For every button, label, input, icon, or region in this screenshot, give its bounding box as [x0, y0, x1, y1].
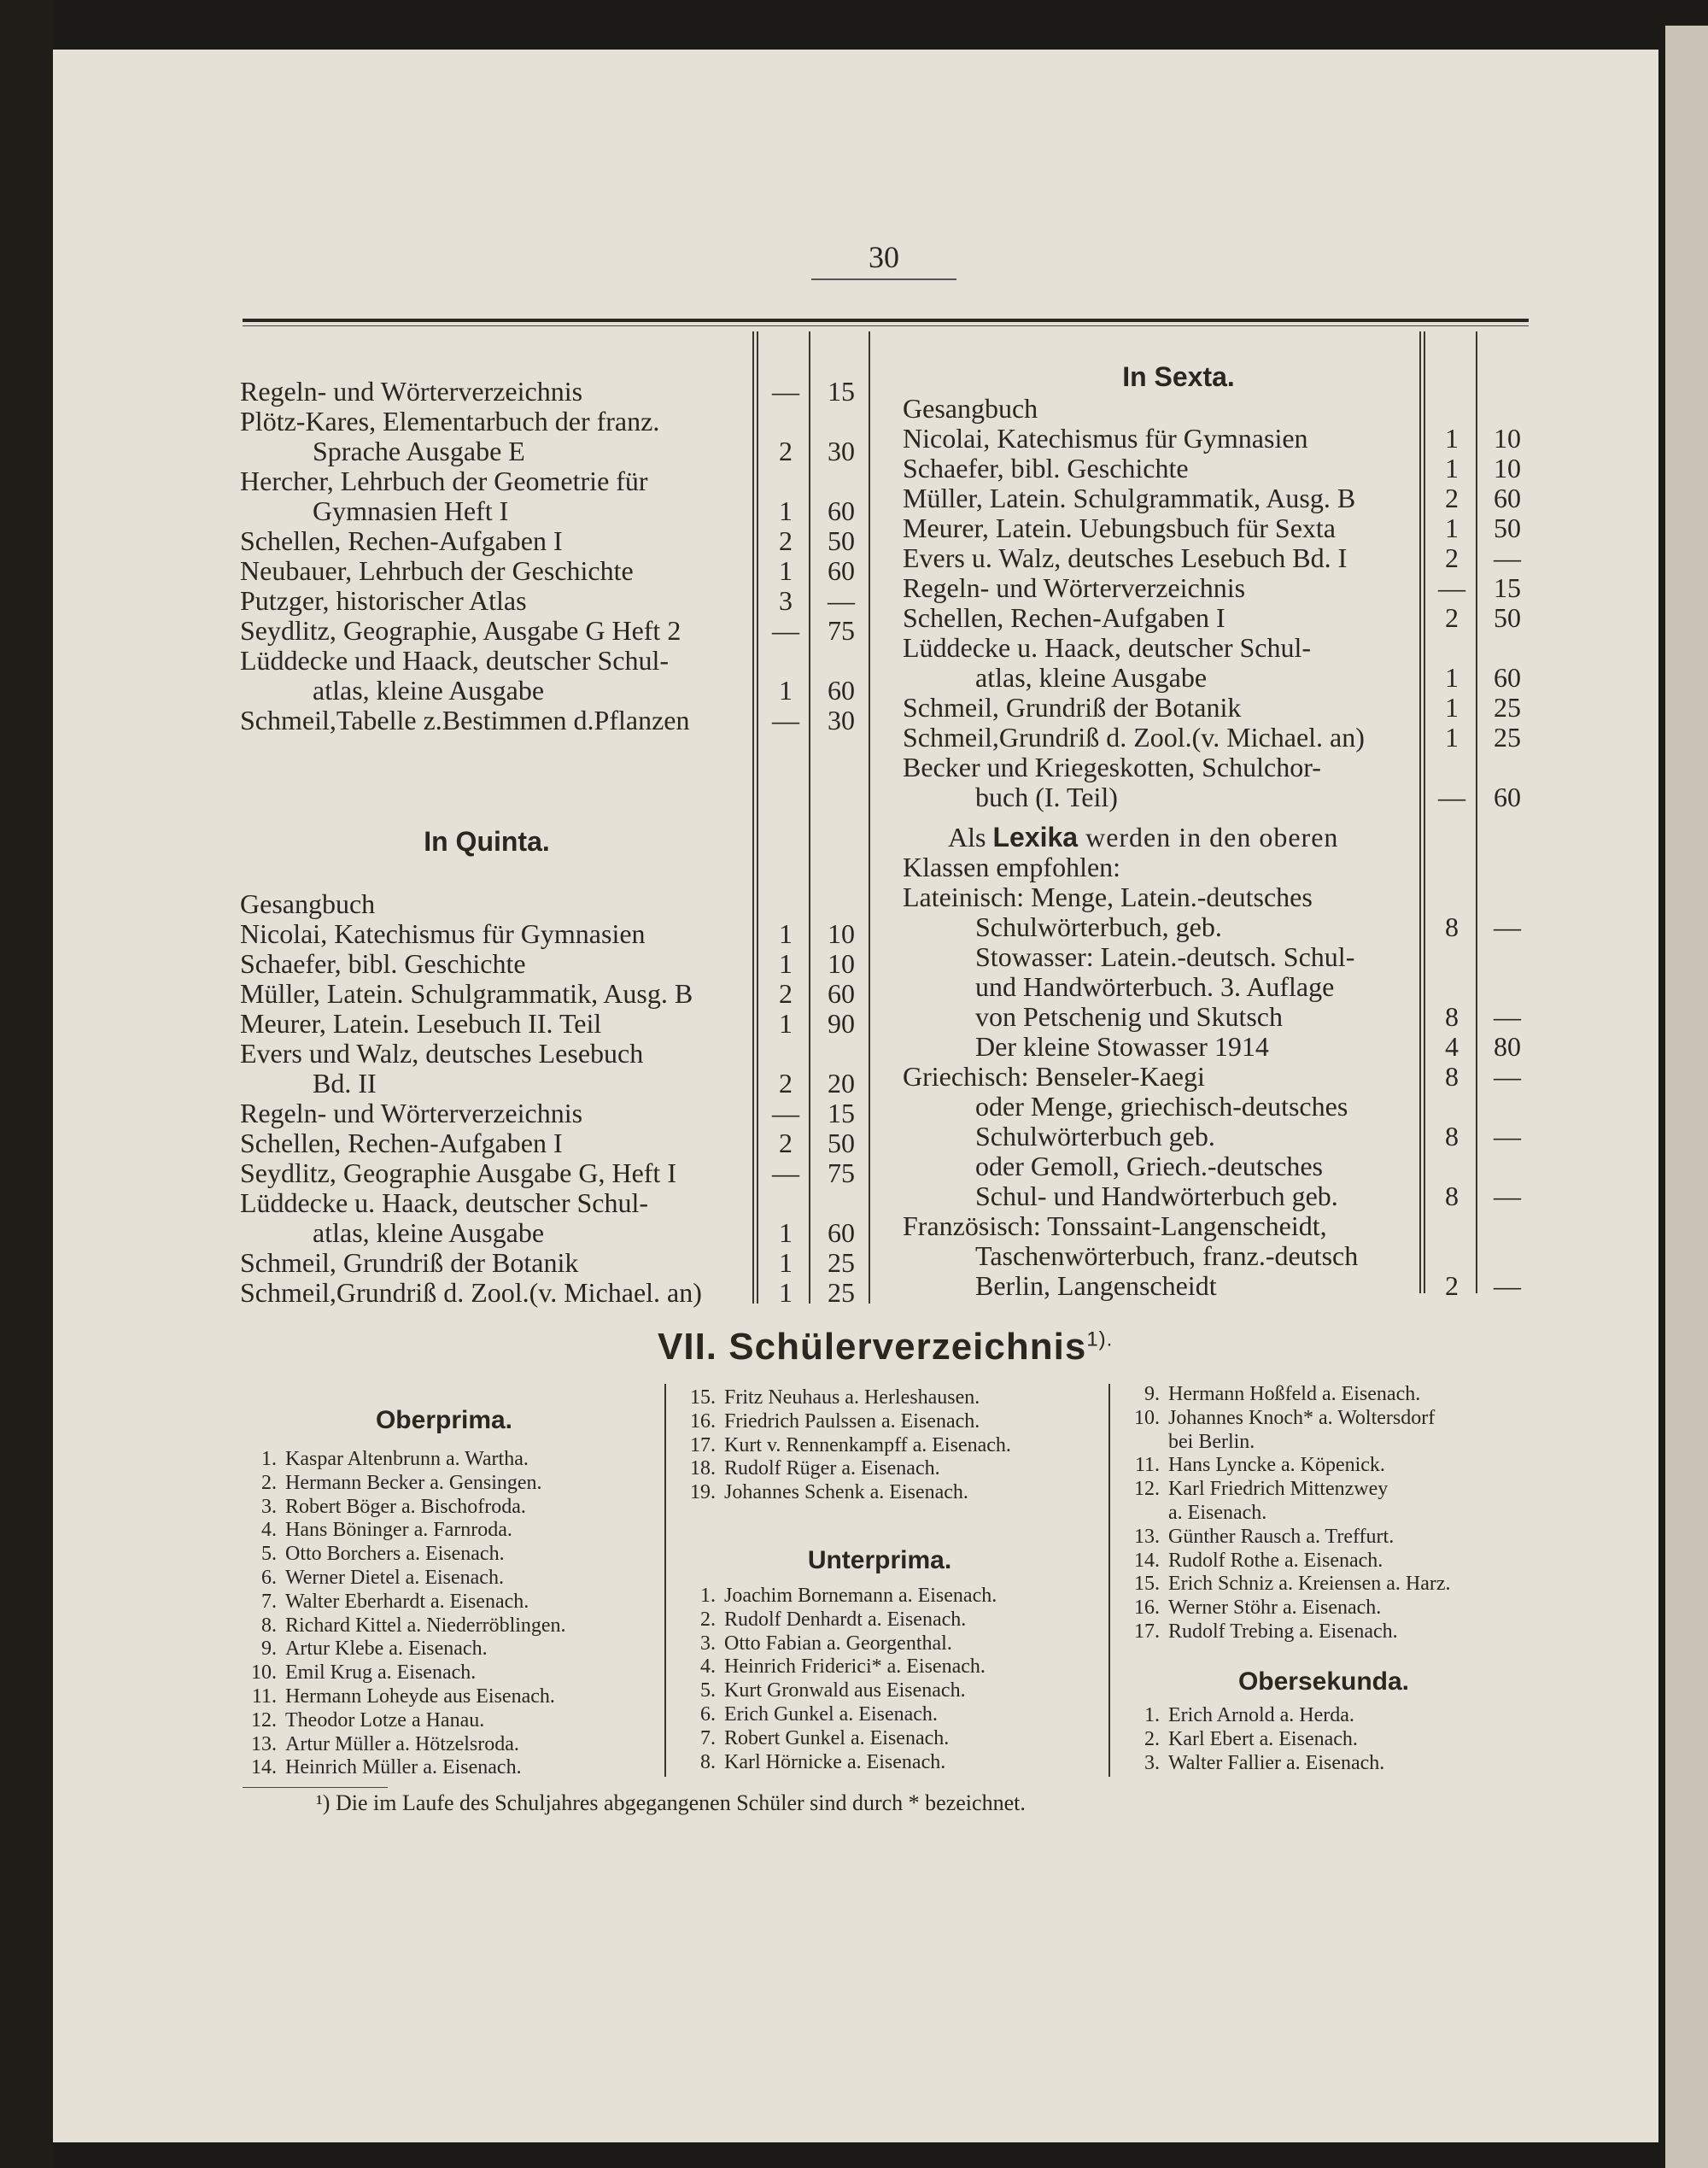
price-mark: 2 [1445, 1270, 1459, 1301]
section-footnote-mark: 1). [1086, 1327, 1114, 1351]
student-entry [675, 1702, 938, 1726]
price-mark: 1 [1445, 722, 1459, 753]
student-name: Erich Schniz a. Kreiensen a. Harz. [1168, 1573, 1451, 1596]
price-pfennig: 90 [828, 1008, 855, 1039]
student-name: Kaspar Altenbrunn a. Wartha. [285, 1448, 529, 1470]
student-entry [675, 1409, 980, 1433]
student-name: bei Berlin. [1168, 1430, 1255, 1453]
price-pfennig: 60 [1494, 662, 1521, 693]
price-mark: 8 [1445, 1001, 1459, 1032]
price-pfennig: 60 [828, 675, 855, 706]
student-name: Kurt v. Rennenkampff a. Eisenach. [724, 1433, 1011, 1456]
student-name: Günther Rausch a. Treffurt. [1168, 1525, 1395, 1548]
student-number: 7. [700, 1726, 716, 1749]
student-entry [675, 1608, 966, 1632]
student-name: Karl Ebert a. Eisenach. [1168, 1727, 1358, 1750]
price-mark: — [772, 376, 799, 407]
footnote-rule [243, 1787, 388, 1788]
price-pfennig: 60 [1494, 782, 1521, 812]
student-number: 1. [1144, 1704, 1160, 1726]
student-name: Robert Gunkel a. Eisenach. [724, 1726, 950, 1749]
price-pfennig: 60 [828, 555, 855, 586]
price-mark: 4 [1445, 1031, 1459, 1062]
price-mark: 8 [1445, 1061, 1459, 1092]
student-entry [675, 1433, 1011, 1457]
price-pfennig: 60 [828, 1217, 855, 1248]
page-number-rule [811, 278, 956, 280]
student-entry [1119, 1453, 1385, 1477]
student-entry [675, 1632, 952, 1655]
student-entry [236, 1566, 504, 1590]
student-entry [236, 1614, 566, 1638]
student-number: 17. [690, 1433, 716, 1456]
student-name: Erich Arnold a. Herda. [1168, 1704, 1354, 1726]
student-number: 7. [261, 1590, 277, 1613]
student-entry [236, 1732, 519, 1756]
price-pfennig: 25 [828, 1277, 855, 1308]
price-mark: 2 [1445, 483, 1459, 513]
book-title: Regeln- und Wörterverzeichnis [903, 572, 1246, 603]
price-mark: 1 [779, 1217, 793, 1248]
book-title: Nicolai, Katechismus für Gymnasien [903, 423, 1308, 454]
book-title: und Handwörterbuch. 3. Auflage [975, 971, 1335, 1002]
lexika-intro-pre: Als [948, 822, 993, 853]
student-entry [1119, 1406, 1435, 1430]
price-pfennig: 75 [828, 1157, 855, 1188]
student-number: 8. [700, 1750, 716, 1773]
book-title: Seydlitz, Geographie, Ausgabe G Heft 2 [240, 615, 681, 646]
student-name: Walter Fallier a. Eisenach. [1168, 1751, 1385, 1774]
student-name: Werner Dietel a. Eisenach. [285, 1567, 504, 1589]
book-title: Stowasser: Latein.-deutsch. Schul- [975, 941, 1355, 972]
student-entry [1119, 1549, 1383, 1573]
student-name: Emil Krug a. Eisenach. [285, 1661, 477, 1685]
price-mark: 1 [779, 1277, 793, 1308]
student-entry [675, 1679, 966, 1702]
student-name: Fritz Neuhaus a. Herleshausen. [724, 1386, 980, 1409]
book-title: Nicolai, Katechismus für Gymnasien [240, 918, 646, 949]
student-name: Hermann Loheyde aus Eisenach. [285, 1685, 555, 1708]
student-name: Otto Borchers a. Eisenach. [285, 1543, 505, 1566]
price-mark: — [772, 705, 799, 735]
price-mark: 1 [779, 948, 793, 979]
price-mark: 2 [779, 525, 793, 556]
student-number: 12. [1134, 1478, 1160, 1501]
student-number: 16. [1134, 1597, 1160, 1620]
student-entry [675, 1480, 968, 1504]
book-title: Berlin, Langenscheidt [975, 1270, 1217, 1301]
price-mark: 8 [1445, 911, 1459, 942]
student-name: Artur Müller a. Hötzelsroda. [285, 1732, 519, 1755]
price-pfennig: 25 [1494, 692, 1521, 723]
student-number: 14. [1134, 1549, 1160, 1572]
obersekunda-heading: Obersekunda. [1237, 1667, 1410, 1696]
student-number: 1. [261, 1448, 277, 1470]
price-mark: 2 [1445, 542, 1459, 573]
student-name: Karl Hörnicke a. Eisenach. [724, 1750, 946, 1773]
book-title: Schmeil, Grundriß der Botanik [240, 1247, 579, 1278]
student-number: 5. [700, 1679, 716, 1702]
price-pfennig: — [828, 585, 855, 616]
student-entry [1119, 1382, 1420, 1406]
student-number: 3. [700, 1632, 716, 1655]
book-title: Schmeil,Grundriß d. Zool.(v. Michael. an) [903, 722, 1365, 753]
student-entry [675, 1584, 997, 1608]
student-number: 8. [261, 1614, 277, 1637]
book-title: Griechisch: Benseler-Kaegi [903, 1061, 1205, 1092]
book-title: Schulwörterbuch, geb. [975, 911, 1222, 942]
student-name: Heinrich Friderici* a. Eisenach. [724, 1655, 986, 1679]
student-number: 6. [700, 1703, 716, 1726]
book-title: Taschenwörterbuch, franz.-deutsch [975, 1240, 1359, 1271]
book-title: oder Menge, griechisch-deutsches [975, 1091, 1348, 1122]
student-entry [1119, 1572, 1451, 1596]
price-pfennig: 15 [828, 1098, 855, 1128]
book-title: Schaefer, bibl. Geschichte [903, 453, 1189, 483]
student-number: 11. [251, 1685, 277, 1708]
student-number: 12. [251, 1708, 277, 1731]
student-number: 4. [700, 1655, 716, 1679]
price-mark: 1 [1445, 453, 1459, 483]
price-mark: 2 [779, 1068, 793, 1099]
student-number: 10. [1134, 1406, 1160, 1429]
price-mark: 1 [1445, 513, 1459, 543]
price-mark: 2 [1445, 602, 1459, 633]
book-title: atlas, kleine Ausgabe [313, 1217, 545, 1248]
price-pfennig: 30 [828, 705, 855, 735]
book-title: Schellen, Rechen-Aufgaben I [240, 525, 563, 556]
book-title: Sprache Ausgabe E [313, 436, 525, 466]
student-name: Walter Eberhardt a. Eisenach. [285, 1590, 529, 1613]
price-mark: — [1438, 782, 1465, 812]
student-name: Erich Gunkel a. Eisenach. [724, 1703, 938, 1726]
price-pfennig: 50 [828, 525, 855, 556]
footnote: ¹) Die im Laufe des Schuljahres abgegangenen Schüler sind durch * bezeichnet. [316, 1790, 1026, 1815]
student-entry [1119, 1703, 1354, 1727]
price-mark: 3 [779, 585, 793, 616]
student-entry [236, 1755, 522, 1779]
price-pfennig: 20 [828, 1068, 855, 1099]
student-name: Richard Kittel a. Niederröblingen. [285, 1614, 566, 1637]
book-title: atlas, kleine Ausgabe [313, 675, 545, 706]
book-title: Lüddecke u. Haack, deutscher Schul- [240, 1187, 649, 1218]
student-number: 3. [1144, 1751, 1160, 1774]
book-title: Schmeil,Grundriß d. Zool.(v. Michael. an) [240, 1277, 702, 1308]
price-mark: 1 [1445, 692, 1459, 723]
student-name: Werner Stöhr a. Eisenach. [1168, 1597, 1382, 1620]
center-rule [869, 331, 870, 1304]
book-title: Müller, Latein. Schulgrammatik, Ausg. B [903, 483, 1356, 513]
book-title: Gesangbuch [240, 888, 376, 919]
student-name: Johannes Knoch* a. Woltersdorf [1168, 1406, 1436, 1429]
student-number: 2. [1144, 1727, 1160, 1750]
student-number: 6. [261, 1567, 277, 1589]
student-entry [236, 1708, 484, 1732]
student-number: 19. [690, 1481, 716, 1504]
book-title: Gesangbuch [903, 393, 1038, 424]
student-name: Karl Friedrich Mittenzwey [1168, 1478, 1389, 1501]
student-name: Heinrich Müller a. Eisenach. [285, 1756, 522, 1779]
section-title [658, 1326, 1113, 1368]
price-mark: 1 [1445, 423, 1459, 454]
lexika-intro-post: werden in den oberen [1078, 822, 1339, 853]
student-name: Rudolf Trebing a. Eisenach. [1168, 1620, 1398, 1643]
left-table-rule-3 [809, 331, 810, 1304]
price-pfennig: 15 [1494, 572, 1521, 603]
student-entry [236, 1471, 542, 1495]
price-mark: — [772, 1157, 799, 1188]
book-title: Becker und Kriegeskotten, Schulchor- [903, 752, 1321, 782]
right-table-rule-3 [1476, 331, 1477, 1293]
student-name: Robert Böger a. Bischofroda. [285, 1495, 526, 1518]
book-title: Hercher, Lehrbuch der Geometrie für [240, 466, 648, 496]
student-number: 18. [690, 1457, 716, 1480]
student-entry [1119, 1477, 1388, 1501]
student-entry [1119, 1751, 1384, 1775]
book-title: atlas, kleine Ausgabe [975, 662, 1208, 693]
student-number: 15. [1134, 1573, 1160, 1596]
student-name: Hermann Hoßfeld a. Eisenach. [1168, 1383, 1421, 1405]
student-entry [236, 1447, 529, 1471]
lexika-intro [948, 823, 1338, 853]
student-number: 13. [1134, 1525, 1160, 1548]
book-title: Klassen empfohlen: [903, 852, 1121, 882]
book-title: Regeln- und Wörterverzeichnis [240, 376, 583, 407]
student-entry [1119, 1430, 1255, 1454]
student-number: 14. [251, 1756, 277, 1779]
student-entry [675, 1655, 986, 1679]
unterprima-heading: Unterprima. [807, 1546, 952, 1574]
book-title: Schulwörterbuch geb. [975, 1121, 1215, 1151]
book-title: Meurer, Latein. Uebungsbuch für Sexta [903, 513, 1336, 543]
price-pfennig: 25 [1494, 722, 1521, 753]
price-mark: 1 [1445, 662, 1459, 693]
book-title: Regeln- und Wörterverzeichnis [240, 1098, 583, 1128]
price-mark: — [772, 615, 799, 646]
price-pfennig: 50 [1494, 602, 1521, 633]
book-title: Neubauer, Lehrbuch der Geschichte [240, 555, 634, 586]
price-mark: 1 [779, 1008, 793, 1039]
student-entry [236, 1542, 505, 1566]
book-title: Evers und Walz, deutsches Lesebuch [240, 1038, 644, 1069]
price-mark: 2 [779, 1128, 793, 1158]
price-pfennig: — [1494, 1181, 1521, 1211]
book-title: Schaefer, bibl. Geschichte [240, 948, 526, 979]
student-name: Rudolf Rüger a. Eisenach. [724, 1457, 940, 1480]
price-pfennig: 50 [828, 1128, 855, 1158]
student-entry [236, 1661, 476, 1685]
student-number: 17. [1134, 1620, 1160, 1643]
price-pfennig: 60 [828, 495, 855, 526]
student-entry [675, 1386, 980, 1409]
sexta-heading: In Sexta. [1122, 361, 1235, 392]
student-name: Hans Lyncke a. Köpenick. [1168, 1454, 1385, 1477]
student-number: 2. [261, 1471, 277, 1494]
book-page-edge [1665, 26, 1708, 2168]
price-pfennig: 75 [828, 615, 855, 646]
student-name: Rudolf Denhardt a. Eisenach. [724, 1608, 967, 1631]
section-title-text: VII. Schülerverzeichnis [658, 1326, 1087, 1368]
price-pfennig: 60 [828, 978, 855, 1009]
book-title: Schmeil,Tabelle z.Bestimmen d.Pflanzen [240, 705, 690, 735]
price-mark: 1 [779, 675, 793, 706]
book-title: Bd. II [313, 1068, 377, 1099]
right-table-rule-2 [1424, 331, 1425, 1293]
price-pfennig: 25 [828, 1247, 855, 1278]
student-name: Hans Böninger a. Farnroda. [285, 1519, 512, 1542]
book-title: Putzger, historischer Atlas [240, 585, 527, 616]
student-entry [675, 1726, 949, 1750]
header-rule-thin [243, 325, 1529, 326]
header-rule [243, 319, 1529, 322]
student-entry [675, 1456, 940, 1480]
price-pfennig: — [1494, 911, 1521, 942]
student-entry [236, 1518, 512, 1542]
student-entry [236, 1590, 529, 1614]
student-name: Hermann Becker a. Gensingen. [285, 1471, 542, 1494]
book-title: Lüddecke und Haack, deutscher Schul- [240, 645, 670, 676]
student-entry [1119, 1727, 1358, 1751]
book-title: Schul- und Handwörterbuch geb. [975, 1181, 1338, 1211]
book-title: Der kleine Stowasser 1914 [975, 1031, 1269, 1062]
student-entry [1119, 1501, 1266, 1525]
oberprima-heading: Oberprima. [375, 1406, 513, 1434]
student-entry [675, 1750, 945, 1774]
student-name: Otto Fabian a. Georgenthal. [724, 1632, 952, 1655]
price-pfennig: — [1494, 1061, 1521, 1092]
student-name: Artur Klebe a. Eisenach. [285, 1638, 488, 1661]
student-number: 5. [261, 1543, 277, 1566]
book-title: Plötz-Kares, Elementarbuch der franz. [240, 406, 660, 437]
student-col-rule-2 [1108, 1384, 1110, 1777]
book-title: von Petschenig und Skutsch [975, 1001, 1283, 1032]
book-title: buch (I. Teil) [975, 782, 1118, 812]
student-entry [1119, 1620, 1398, 1644]
student-number: 11. [1134, 1454, 1160, 1477]
book-title: Evers u. Walz, deutsches Lesebuch Bd. I [903, 542, 1348, 573]
price-pfennig: — [1494, 1001, 1521, 1032]
book-title: Meurer, Latein. Lesebuch II. Teil [240, 1008, 602, 1039]
price-mark: 2 [779, 978, 793, 1009]
student-entry [1119, 1596, 1381, 1620]
student-number: 2. [700, 1608, 716, 1631]
student-number: 15. [690, 1386, 716, 1409]
book-title: Seydlitz, Geographie Ausgabe G, Heft I [240, 1157, 676, 1188]
book-title: Gymnasien Heft I [313, 495, 509, 526]
student-name: a. Eisenach. [1168, 1502, 1267, 1524]
price-pfennig: 80 [1494, 1031, 1521, 1062]
price-mark: 2 [779, 436, 793, 466]
book-title: Schellen, Rechen-Aufgaben I [240, 1128, 563, 1158]
price-mark: — [1438, 572, 1465, 603]
price-mark: — [772, 1098, 799, 1128]
price-mark: 1 [779, 1247, 793, 1278]
student-number: 13. [251, 1732, 277, 1755]
student-number: 3. [261, 1495, 277, 1518]
left-table-rule-2 [757, 331, 758, 1304]
student-number: 9. [261, 1638, 277, 1661]
price-pfennig: 10 [1494, 423, 1521, 454]
book-title: oder Gemoll, Griech.-deutsches [975, 1151, 1323, 1181]
student-entry [1119, 1525, 1394, 1549]
price-pfennig: — [1494, 542, 1521, 573]
student-number: 16. [690, 1409, 716, 1433]
price-mark: 1 [779, 918, 793, 949]
student-entry [236, 1495, 526, 1519]
price-pfennig: 10 [828, 948, 855, 979]
price-pfennig: 50 [1494, 513, 1521, 543]
student-entry [236, 1685, 555, 1708]
price-pfennig: 10 [828, 918, 855, 949]
price-mark: 8 [1445, 1121, 1459, 1151]
student-name: Friedrich Paulssen a. Eisenach. [724, 1409, 980, 1433]
price-pfennig: 30 [828, 436, 855, 466]
price-pfennig: 10 [1494, 453, 1521, 483]
left-table-rule-1 [752, 331, 754, 1304]
quinta-heading: In Quinta. [424, 826, 550, 857]
student-name: Joachim Bornemann a. Eisenach. [724, 1585, 997, 1607]
student-number: 4. [261, 1519, 277, 1542]
page-number: 30 [869, 240, 899, 274]
book-title: Lüddecke u. Haack, deutscher Schul- [903, 632, 1312, 663]
scan-margin-left [0, 0, 53, 2168]
book-title: Lateinisch: Menge, Latein.-deutsches [903, 882, 1313, 912]
student-number: 1. [700, 1585, 716, 1607]
price-mark: 1 [779, 555, 793, 586]
student-name: Rudolf Rothe a. Eisenach. [1168, 1549, 1383, 1572]
price-pfennig: — [1494, 1121, 1521, 1151]
price-mark: 8 [1445, 1181, 1459, 1211]
student-number: 9. [1144, 1383, 1160, 1405]
student-name: Kurt Gronwald aus Eisenach. [724, 1679, 966, 1702]
price-pfennig: — [1494, 1270, 1521, 1301]
book-title: Schellen, Rechen-Aufgaben I [903, 602, 1225, 633]
right-table-rule-1 [1419, 331, 1421, 1293]
price-pfennig: 15 [828, 376, 855, 407]
price-pfennig: 60 [1494, 483, 1521, 513]
student-col-rule-1 [664, 1384, 666, 1777]
price-mark: 1 [779, 495, 793, 526]
student-name: Theodor Lotze a Hanau. [285, 1708, 485, 1731]
book-title: Französisch: Tonssaint-Langenscheidt, [903, 1210, 1327, 1241]
student-number: 10. [251, 1661, 277, 1685]
student-entry [236, 1637, 488, 1661]
book-title: Müller, Latein. Schulgrammatik, Ausg. B [240, 978, 693, 1009]
student-name: Johannes Schenk a. Eisenach. [724, 1481, 968, 1504]
book-title: Schmeil, Grundriß der Botanik [903, 692, 1242, 723]
lexika-word: Lexika [992, 822, 1079, 853]
